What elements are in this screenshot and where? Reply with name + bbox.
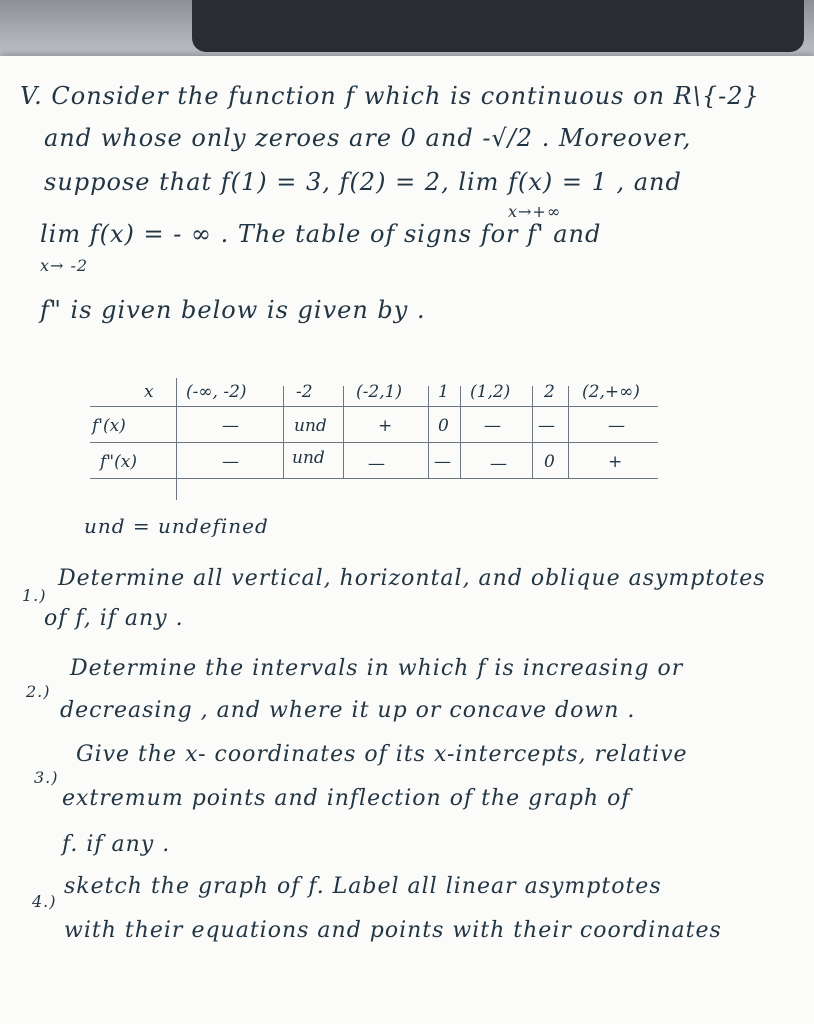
limit-subscript-2: x→ -2 xyxy=(40,256,89,275)
table-header-cell: (2,+∞) xyxy=(582,382,640,402)
problem-line-3: suppose that f(1) = 3, f(2) = 2, lim f(x) = 1 , and xyxy=(44,168,682,196)
table-header-cell: (-2,1) xyxy=(356,382,403,402)
table-header-cell: -2 xyxy=(296,382,313,402)
problem-line-1: V. Consider the function f which is continuous on R\{-2} xyxy=(20,82,760,110)
table-cell: + xyxy=(608,452,623,472)
table-cell: — xyxy=(608,416,625,436)
table-rule xyxy=(283,386,284,478)
question-2-line-2: decreasing , and where it up or concave down . xyxy=(60,698,636,723)
table-rule xyxy=(176,378,177,500)
paper-sheet xyxy=(0,56,814,1024)
table-rule xyxy=(343,386,344,478)
table-row-label: f"(x) xyxy=(100,452,137,472)
table-cell: + xyxy=(378,416,393,436)
problem-line-5: f" is given below is given by . xyxy=(40,296,426,324)
question-3-number: 3.) xyxy=(34,768,59,787)
table-cell: — xyxy=(538,416,555,436)
table-cell: — xyxy=(484,416,501,436)
clipboard-clip xyxy=(192,0,804,52)
question-2-number: 2.) xyxy=(26,682,51,701)
table-cell: — xyxy=(368,454,385,474)
question-4-number: 4.) xyxy=(32,892,57,911)
table-cell: 0 xyxy=(544,452,555,472)
question-2-line-1: Determine the intervals in which f is increasing or xyxy=(70,656,684,681)
table-header-cell: x xyxy=(144,382,154,402)
question-4-line-2: with their equations and points with their coordinates xyxy=(64,918,722,943)
table-cell: — xyxy=(222,416,239,436)
table-cell: — xyxy=(434,452,451,472)
question-1-number: 1.) xyxy=(22,586,47,605)
table-header-cell: (-∞, -2) xyxy=(186,382,247,402)
table-rule xyxy=(428,386,429,478)
question-3-line-1: Give the x- coordinates of its x-intercepts, relative xyxy=(76,742,688,767)
table-cell: und xyxy=(294,416,327,436)
question-3-line-3: f. if any . xyxy=(62,832,171,857)
table-cell: — xyxy=(222,452,239,472)
question-1-line-1: Determine all vertical, horizontal, and oblique asymptotes xyxy=(58,566,766,591)
table-header-cell: 1 xyxy=(438,382,449,402)
table-rule xyxy=(460,386,461,478)
problem-line-2: and whose only zeroes are 0 and -√/2 . Moreover, xyxy=(44,124,692,152)
table-cell: — xyxy=(490,454,507,474)
question-4-line-1: sketch the graph of f. Label all linear asymptotes xyxy=(64,874,662,899)
question-3-line-2: extremum points and inflection of the graph of xyxy=(62,786,631,811)
table-note: und = undefined xyxy=(84,514,269,538)
limit-subscript-1: x→+∞ xyxy=(508,202,562,221)
table-row-label: f'(x) xyxy=(92,416,126,436)
table-header-cell: (1,2) xyxy=(470,382,511,402)
table-header-cell: 2 xyxy=(544,382,555,402)
table-rule xyxy=(532,386,533,478)
problem-line-4: lim f(x) = - ∞ . The table of signs for f' and xyxy=(40,220,602,248)
question-1-line-2: of f, if any . xyxy=(44,606,184,631)
table-cell: 0 xyxy=(438,416,449,436)
table-rule xyxy=(568,386,569,478)
table-cell: und xyxy=(292,448,325,468)
